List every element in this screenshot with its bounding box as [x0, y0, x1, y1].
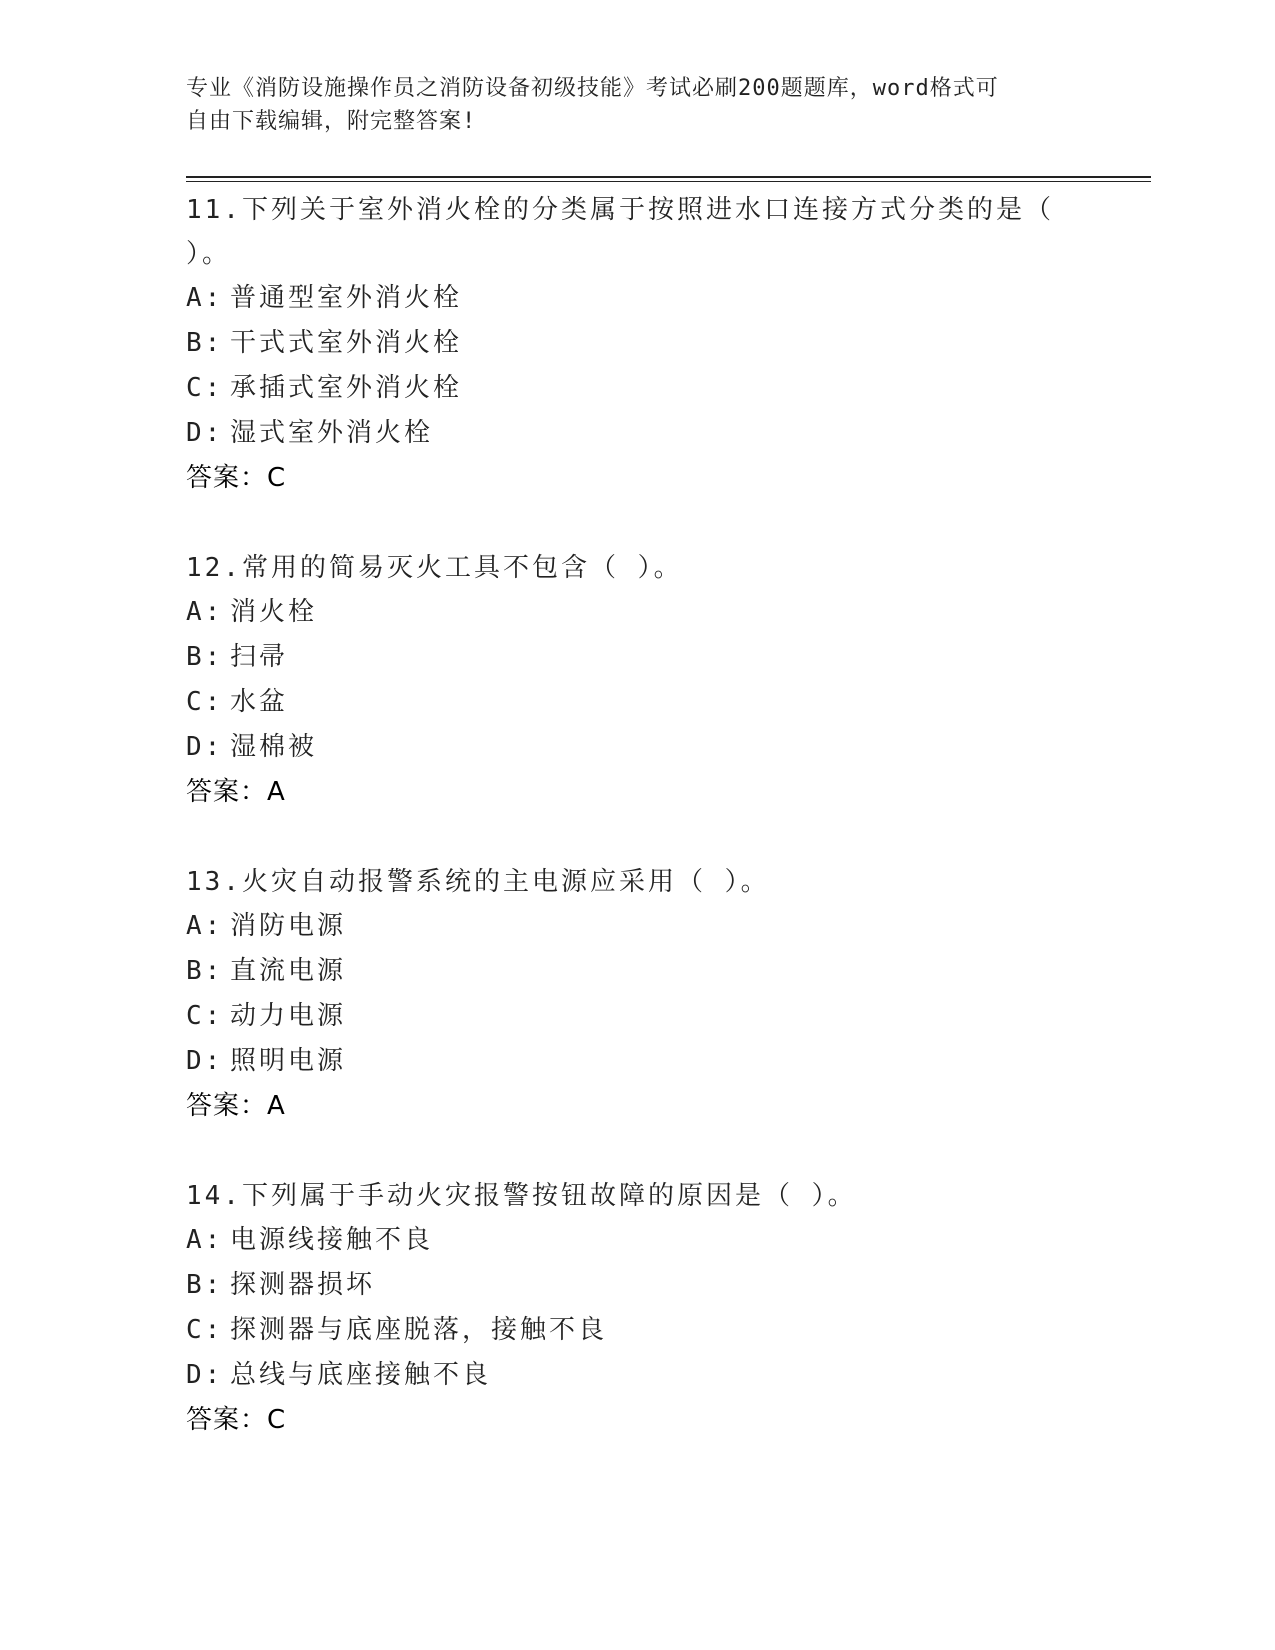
option-letter: B:: [186, 956, 224, 986]
option-letter: A:: [186, 911, 224, 941]
option-letter: D:: [186, 418, 224, 448]
option-letter: B:: [186, 642, 224, 672]
option-text: 普通型室外消火栓: [230, 283, 463, 313]
option-b: [186, 635, 1066, 680]
option-letter: D:: [186, 1046, 224, 1076]
option-letter: C:: [186, 373, 224, 403]
option-c: [186, 994, 1066, 1039]
document-header: [186, 72, 1066, 138]
option-c: [186, 366, 1066, 411]
option-a: [186, 276, 1066, 321]
answer-line: 答案：A: [186, 777, 286, 807]
header-rule-thick: [186, 176, 1151, 178]
option-letter: A:: [186, 597, 224, 627]
answer-line: 答案：A: [186, 1091, 286, 1121]
option-letter: B:: [186, 328, 224, 358]
option-letter: B:: [186, 1270, 224, 1300]
option-c: [186, 680, 1066, 725]
option-text: 承插式室外消火栓: [230, 373, 463, 403]
option-text: 湿式室外消火栓: [230, 418, 434, 448]
question-text: 12.常用的简易灭火工具不包含（ ）。: [186, 553, 683, 583]
option-a: [186, 590, 1066, 635]
option-d: [186, 1353, 1066, 1398]
question-11: [186, 188, 1066, 501]
header-line-2: 自由下载编辑，附完整答案!: [186, 109, 477, 134]
header-line-1: 专业《消防设施操作员之消防设备初级技能》考试必刷200题题库，word格式可: [186, 76, 999, 101]
option-text: 照明电源: [230, 1046, 347, 1076]
option-b: [186, 1263, 1066, 1308]
question-13: [186, 860, 1066, 1129]
option-text: 湿棉被: [230, 732, 318, 762]
answer-line: 答案：C: [186, 1405, 287, 1435]
option-b: [186, 949, 1066, 994]
option-letter: C:: [186, 1001, 224, 1031]
option-text: 扫帚: [230, 642, 289, 672]
option-d: [186, 411, 1066, 456]
question-12: [186, 546, 1066, 815]
option-a: [186, 1218, 1066, 1263]
option-d: [186, 1039, 1066, 1084]
option-c: [186, 1308, 1066, 1353]
question-text: 14.下列属于手动火灾报警按钮故障的原因是（ ）。: [186, 1181, 857, 1211]
option-text: 消火栓: [230, 597, 318, 627]
option-letter: A:: [186, 1225, 224, 1255]
option-text: 直流电源: [230, 956, 347, 986]
option-letter: D:: [186, 1360, 224, 1390]
option-b: [186, 321, 1066, 366]
answer-line: 答案：C: [186, 463, 287, 493]
question-list: [186, 188, 1066, 1488]
option-text: 电源线接触不良: [230, 1225, 434, 1255]
question-text: 13.火灾自动报警系统的主电源应采用（ ）。: [186, 867, 770, 897]
option-text: 探测器损坏: [230, 1270, 376, 1300]
option-letter: A:: [186, 283, 224, 313]
option-text: 探测器与底座脱落，接触不良: [230, 1315, 608, 1345]
option-letter: C:: [186, 687, 224, 717]
option-text: 总线与底座接触不良: [230, 1360, 492, 1390]
header-rule-thin: [186, 181, 1151, 182]
option-text: 消防电源: [230, 911, 347, 941]
option-text: 动力电源: [230, 1001, 347, 1031]
option-text: 干式式室外消火栓: [230, 328, 463, 358]
option-text: 水盆: [230, 687, 289, 717]
question-14: [186, 1174, 1066, 1443]
option-d: [186, 725, 1066, 770]
question-text: 11.下列关于室外消火栓的分类属于按照进水口连接方式分类的是（ ）。: [186, 195, 1054, 269]
option-a: [186, 904, 1066, 949]
option-letter: D:: [186, 732, 224, 762]
option-letter: C:: [186, 1315, 224, 1345]
